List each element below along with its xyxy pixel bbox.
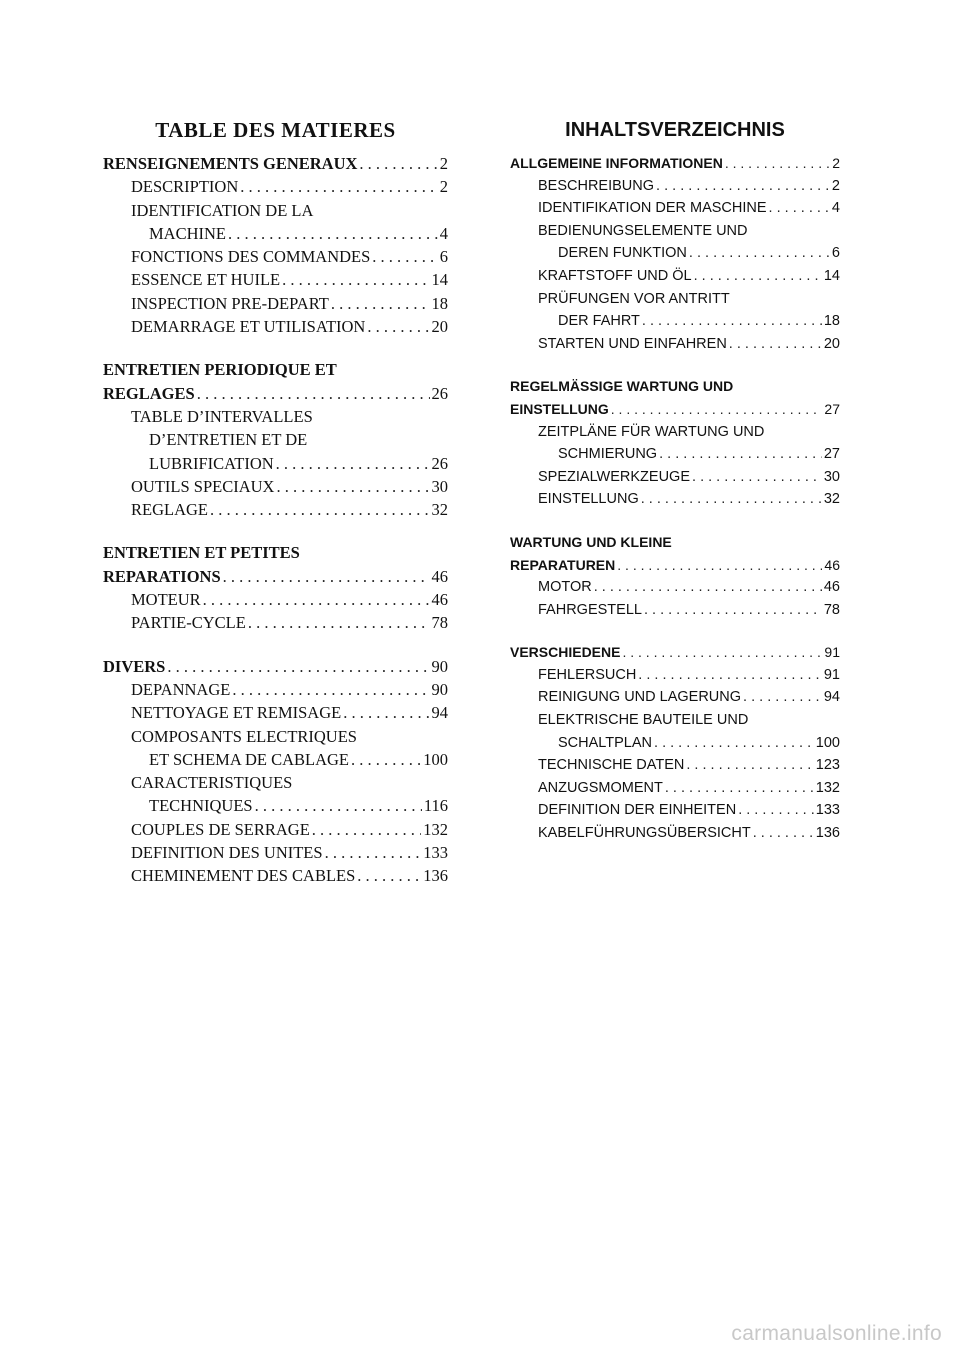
- toc-page-number: 2: [439, 177, 448, 197]
- toc-heading[interactable]: [510, 152, 840, 175]
- toc-entry[interactable]: [510, 220, 840, 243]
- toc-section: [510, 641, 840, 844]
- toc-entry-text: COMPOSANTS ELECTRIQUES: [131, 726, 357, 746]
- toc-entry[interactable]: [103, 475, 448, 498]
- dot-leader: [769, 197, 830, 220]
- toc-entry-text: CARACTERISTIQUES: [131, 773, 293, 793]
- toc-entry-text: D’ENTRETIEN ET DE: [149, 430, 308, 450]
- dot-leader: [656, 175, 830, 198]
- toc-entry-text: REINIGUNG UND LAGERUNG: [538, 689, 742, 706]
- toc-column-german: [510, 112, 840, 865]
- dot-leader: [694, 265, 822, 288]
- toc-heading[interactable]: [510, 641, 840, 664]
- toc-page-number: 2: [439, 154, 448, 173]
- toc-heading[interactable]: [510, 531, 840, 554]
- toc-entry[interactable]: [510, 288, 840, 311]
- toc-entry[interactable]: [510, 732, 840, 755]
- toc-entry-text: DER FAHRT: [558, 313, 640, 330]
- dot-leader: [343, 701, 429, 724]
- toc-entry[interactable]: [510, 466, 840, 489]
- toc-entry-text: REGLAGE: [131, 500, 208, 520]
- toc-heading[interactable]: [510, 554, 840, 577]
- toc-entry-text: EINSTELLUNG: [510, 400, 609, 417]
- toc-page-number: 94: [823, 689, 840, 706]
- toc-page-number: 46: [824, 556, 840, 573]
- dot-leader: [743, 686, 822, 709]
- toc-page-number: 4: [831, 200, 840, 217]
- toc-entry[interactable]: [103, 222, 448, 245]
- toc-entry[interactable]: [510, 443, 840, 466]
- toc-section: [103, 358, 448, 521]
- toc-entry[interactable]: [510, 175, 840, 198]
- toc-page-number: 27: [823, 446, 840, 463]
- toc-entry-text: LUBRIFICATION: [149, 453, 274, 473]
- toc-entry-text: ALLGEMEINE INFORMATIONEN: [510, 155, 723, 171]
- toc-page-number: 30: [823, 468, 840, 485]
- dot-leader: [654, 732, 814, 755]
- toc-entry[interactable]: [510, 822, 840, 845]
- dot-leader: [276, 475, 429, 498]
- toc-entry-text: ZEITPLÄNE FÜR WARTUNG UND: [538, 423, 765, 440]
- toc-entry-text: EINSTELLUNG: [538, 491, 639, 508]
- toc-entry[interactable]: [103, 405, 448, 428]
- toc-entry[interactable]: [510, 709, 840, 732]
- toc-entry-text: DEFINITION DES UNITES: [131, 843, 323, 863]
- toc-page-number: 20: [823, 335, 840, 352]
- toc-entry-text: DEMARRAGE ET UTILISATION: [131, 317, 366, 337]
- dot-leader: [312, 818, 421, 841]
- dot-leader: [232, 678, 429, 701]
- toc-entry[interactable]: [510, 686, 840, 709]
- toc-entry-text: IDENTIFIKATION DER MASCHINE: [538, 200, 767, 217]
- toc-entry-text: STARTEN UND EINFAHREN: [538, 335, 727, 352]
- toc-entry[interactable]: [103, 818, 448, 841]
- toc-entry-text: DEREN FUNKTION: [558, 245, 687, 262]
- toc-entry-text: ET SCHEMA DE CABLAGE: [149, 749, 349, 769]
- toc-page-number: 94: [431, 703, 448, 723]
- toc-sections-german: [510, 152, 840, 845]
- toc-page-number: 91: [824, 644, 840, 661]
- toc-entry-text: PRÜFUNGEN VOR ANTRITT: [538, 290, 730, 307]
- toc-page-number: 14: [431, 270, 448, 290]
- toc-entry-text: PARTIE-CYCLE: [131, 613, 246, 633]
- toc-entry-text: FEHLERSUCH: [538, 666, 637, 683]
- toc-page-number: 26: [431, 383, 448, 403]
- toc-entry-text: MACHINE: [149, 223, 226, 243]
- dot-leader: [692, 466, 822, 489]
- toc-entry[interactable]: [103, 268, 448, 291]
- toc-entry-text: DEPANNAGE: [131, 679, 231, 699]
- toc-page-number: 18: [431, 293, 448, 313]
- toc-page-number: 30: [431, 476, 448, 496]
- toc-entry-text: REPARATIONS: [103, 566, 221, 586]
- toc-page-number: 90: [431, 679, 448, 699]
- toc-title-french: TABLE DES MATIERES: [155, 118, 396, 142]
- toc-heading[interactable]: [103, 655, 448, 678]
- toc-entry[interactable]: [510, 599, 840, 622]
- dot-leader: [638, 664, 822, 687]
- toc-entry-text: MOTEUR: [131, 590, 201, 610]
- toc-page-number: 136: [815, 825, 840, 842]
- toc-entry[interactable]: [103, 175, 448, 198]
- toc-heading[interactable]: [103, 541, 448, 564]
- dot-leader: [203, 588, 430, 611]
- dot-leader: [659, 443, 822, 466]
- dot-leader: [228, 222, 438, 245]
- dot-leader: [255, 794, 422, 817]
- toc-sections-french: [103, 152, 448, 888]
- toc-heading[interactable]: [510, 398, 840, 421]
- toc-entry-text: SCHMIERUNG: [558, 446, 658, 463]
- toc-entry-text: WARTUNG UND KLEINE: [510, 533, 672, 550]
- dot-leader: [197, 382, 430, 405]
- dot-leader: [642, 310, 822, 333]
- dot-leader: [622, 641, 822, 664]
- toc-entry[interactable]: [103, 315, 448, 338]
- toc-page-number: 2: [831, 177, 840, 194]
- dot-leader: [665, 777, 814, 800]
- dot-leader: [367, 315, 429, 338]
- dot-leader: [210, 498, 430, 521]
- dot-leader: [167, 655, 429, 678]
- toc-page-number: 46: [431, 566, 448, 586]
- toc-page-number: 116: [423, 796, 448, 816]
- toc-section: [103, 152, 448, 338]
- toc-entry-text: KRAFTSTOFF UND ÖL: [538, 267, 692, 284]
- toc-entry-text: SPEZIALWERKZEUGE: [538, 468, 691, 485]
- toc-entry[interactable]: [103, 678, 448, 701]
- toc-page-number: 4: [439, 223, 448, 243]
- toc-entry[interactable]: [103, 428, 448, 451]
- toc-entry-text: SCHALTPLAN: [558, 734, 653, 751]
- dot-leader: [282, 268, 429, 291]
- toc-entry[interactable]: [510, 333, 840, 356]
- watermark: carmanualsonline.info: [731, 1322, 942, 1345]
- toc-entry-text: DIVERS: [103, 656, 166, 676]
- toc-entry-text: TECHNISCHE DATEN: [538, 757, 685, 774]
- toc-page-number: 6: [439, 247, 448, 267]
- toc-page-number: 2: [832, 155, 840, 171]
- toc-page-number: 14: [823, 267, 840, 284]
- toc-page-number: 123: [815, 757, 840, 774]
- toc-page-number: 32: [431, 500, 448, 520]
- toc-page-number: 91: [823, 666, 840, 683]
- toc-page-number: 26: [431, 453, 448, 473]
- dot-leader: [359, 152, 437, 175]
- toc-page-number: 132: [423, 819, 448, 839]
- toc-entry[interactable]: [103, 864, 448, 887]
- toc-entry[interactable]: [510, 265, 840, 288]
- toc-section: [103, 655, 448, 888]
- dot-leader: [611, 398, 823, 421]
- dot-leader: [689, 242, 830, 265]
- toc-entry-text: REGELMÄSSIGE WARTUNG UND: [510, 378, 734, 395]
- dot-leader: [617, 554, 822, 577]
- toc-page-number: 46: [431, 590, 448, 610]
- toc-entry[interactable]: [103, 748, 448, 771]
- toc-entry[interactable]: [510, 664, 840, 687]
- dot-leader: [372, 245, 437, 268]
- toc-page-number: 132: [815, 779, 840, 796]
- toc-page-number: 136: [423, 866, 448, 886]
- toc-entry[interactable]: [510, 777, 840, 800]
- toc-heading[interactable]: [103, 565, 448, 588]
- dot-leader: [248, 611, 430, 634]
- toc-entry-text: MOTOR: [538, 579, 592, 596]
- toc-page-number: 46: [823, 579, 840, 596]
- toc-entry-text: FONCTIONS DES COMMANDES: [131, 247, 371, 267]
- toc-heading[interactable]: [510, 375, 840, 398]
- toc-entry-text: ANZUGSMOMENT: [538, 779, 663, 796]
- toc-entry[interactable]: [510, 197, 840, 220]
- toc-entry-text: ENTRETIEN PERIODIQUE ET: [103, 360, 337, 380]
- toc-entry[interactable]: [510, 421, 840, 444]
- dot-leader: [729, 333, 822, 356]
- toc-heading[interactable]: [103, 152, 448, 175]
- toc-section: [510, 375, 840, 511]
- dot-leader: [351, 748, 421, 771]
- toc-entry-text: REPARATUREN: [510, 556, 616, 573]
- toc-entry[interactable]: [103, 771, 448, 794]
- dot-leader: [331, 292, 430, 315]
- toc-entry-text: FAHRGESTELL: [538, 601, 642, 618]
- toc-heading[interactable]: [103, 382, 448, 405]
- toc-entry-text: COUPLES DE SERRAGE: [131, 819, 310, 839]
- toc-entry-text: VERSCHIEDENE: [510, 644, 621, 661]
- toc-entry[interactable]: [103, 292, 448, 315]
- dot-leader: [240, 175, 437, 198]
- toc-section: [103, 541, 448, 634]
- toc-heading[interactable]: [103, 358, 448, 381]
- toc-entry-text: CHEMINEMENT DES CABLES: [131, 866, 356, 886]
- toc-entry-text: INSPECTION PRE-DEPART: [131, 293, 329, 313]
- dot-leader: [753, 822, 814, 845]
- toc-section: [510, 152, 840, 355]
- toc-entry-text: IDENTIFICATION DE LA: [131, 200, 314, 220]
- toc-entry[interactable]: [510, 488, 840, 511]
- toc-entry[interactable]: [510, 754, 840, 777]
- toc-entry-text: KABELFÜHRUNGSÜBERSICHT: [538, 825, 751, 842]
- dot-leader: [644, 599, 822, 622]
- toc-entry-text: TABLE D’INTERVALLES: [131, 406, 313, 426]
- dot-leader: [594, 576, 822, 599]
- toc-entry-text: REGLAGES: [103, 383, 195, 403]
- dot-leader: [223, 565, 430, 588]
- toc-page-number: 18: [823, 313, 840, 330]
- toc-title-german: INHALTSVERZEICHNIS: [565, 119, 785, 141]
- dot-leader: [276, 452, 430, 475]
- dot-leader: [686, 754, 813, 777]
- toc-page-number: 100: [423, 749, 448, 769]
- toc-entry-text: RENSEIGNEMENTS GENERAUX: [103, 154, 358, 173]
- toc-entry[interactable]: [103, 452, 448, 475]
- toc-entry[interactable]: [103, 841, 448, 864]
- toc-page-number: 133: [423, 843, 448, 863]
- toc-page-number: 32: [823, 491, 840, 508]
- toc-entry-text: DEFINITION DER EINHEITEN: [538, 802, 737, 819]
- toc-page-number: 78: [431, 613, 448, 633]
- toc-entry[interactable]: [103, 725, 448, 748]
- dot-leader: [357, 864, 421, 887]
- toc-entry[interactable]: [103, 199, 448, 222]
- toc-entry[interactable]: [103, 588, 448, 611]
- toc-entry-text: DESCRIPTION: [131, 177, 239, 197]
- toc-page-number: 133: [815, 802, 840, 819]
- toc-entry-text: TECHNIQUES: [149, 796, 253, 816]
- dot-leader: [725, 152, 830, 175]
- toc-section: [510, 531, 840, 621]
- toc-entry-text: BESCHREIBUNG: [538, 177, 655, 194]
- toc-entry[interactable]: [103, 701, 448, 724]
- toc-entry[interactable]: [510, 310, 840, 333]
- toc-column-french: [103, 112, 448, 908]
- toc-entry[interactable]: [103, 245, 448, 268]
- toc-entry-text: ENTRETIEN ET PETITES: [103, 543, 300, 563]
- toc-page-number: 20: [431, 317, 448, 337]
- toc-entry-text: ESSENCE ET HUILE: [131, 270, 281, 290]
- toc-page-number: 27: [824, 400, 840, 417]
- toc-entry-text: NETTOYAGE ET REMISAGE: [131, 703, 342, 723]
- toc-entry-text: ELEKTRISCHE BAUTEILE UND: [538, 712, 749, 729]
- toc-entry[interactable]: [510, 242, 840, 265]
- toc-entry[interactable]: [103, 794, 448, 817]
- toc-entry-text: OUTILS SPECIAUX: [131, 476, 275, 496]
- toc-page-number: 6: [831, 245, 840, 262]
- dot-leader: [641, 488, 822, 511]
- toc-entry[interactable]: [510, 799, 840, 822]
- toc-entry[interactable]: [510, 576, 840, 599]
- dot-leader: [325, 841, 422, 864]
- dot-leader: [738, 799, 814, 822]
- toc-entry[interactable]: [103, 498, 448, 521]
- toc-page-number: 78: [823, 601, 840, 618]
- toc-page-number: 90: [431, 656, 448, 676]
- toc-entry-text: BEDIENUNGSELEMENTE UND: [538, 222, 748, 239]
- toc-entry[interactable]: [103, 611, 448, 634]
- toc-page-number: 100: [815, 734, 840, 751]
